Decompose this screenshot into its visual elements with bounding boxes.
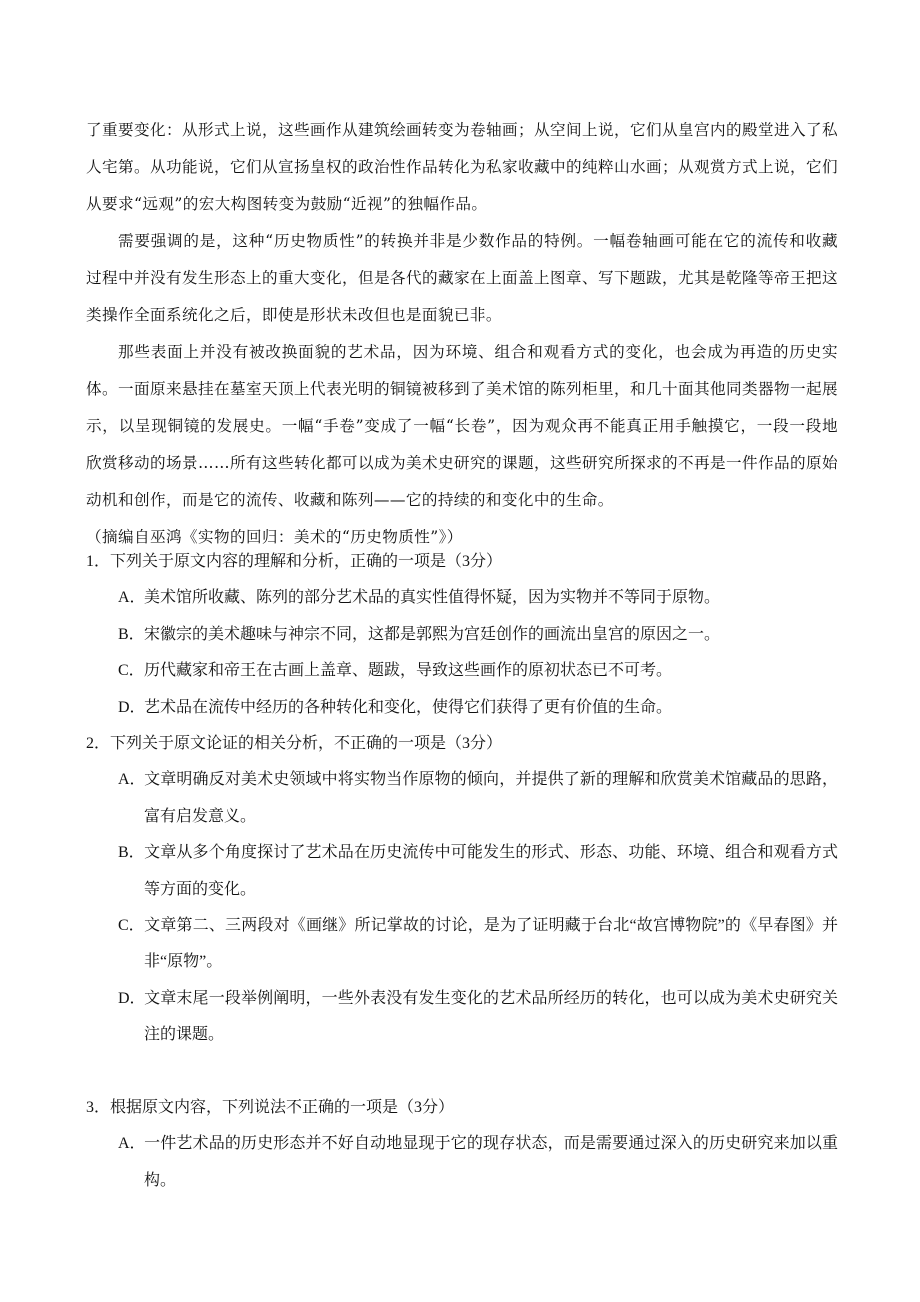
option-text: 宋徽宗的美术趣味与神宗不同，这都是郭熙为宫廷创作的画流出皇宫的原因之一。 bbox=[144, 625, 721, 643]
question-option bbox=[86, 981, 838, 1054]
question-option bbox=[86, 1126, 838, 1199]
option-text: 文章明确反对美术史领域中将实物当作原物的倾向，并提供了新的理解和欣赏美术馆藏品的思路，富有启发意义。 bbox=[144, 771, 838, 825]
option-text: 文章从多个角度探讨了艺术品在历史流传中可能发生的形式、形态、功能、环境、组合和观看方式等方面的变化。 bbox=[144, 844, 838, 898]
question-option bbox=[86, 690, 838, 726]
question-1 bbox=[86, 544, 838, 726]
option-letter: D． bbox=[118, 989, 146, 1007]
option-text: 艺术品在流传中经历的各种转化和变化，使得它们获得了更有价值的生命。 bbox=[144, 698, 673, 716]
question-list bbox=[86, 544, 838, 1199]
option-text: 文章第二、三两段对《画继》所记掌故的讨论，是为了证明藏于台北“故宫博物院”的《早春图》并非“原物”。 bbox=[144, 917, 838, 971]
option-letter: A． bbox=[118, 1135, 146, 1153]
passage-paragraph-2: 需要强调的是，这种“历史物质性”的转换并非是少数作品的特例。一幅卷轴画可能在它的流传和收藏过程中并没有发生形态上的重大变化，但是各代的藏家在上面盖上图章、写下题跋，尤其是乾隆等帝王把这类操作全面系统化之后，即使是形状未改但也是面貌已非。 bbox=[86, 232, 838, 324]
option-text: 美术馆所收藏、陈列的部分艺术品的真实性值得怀疑，因为实物并不等同于原物。 bbox=[144, 589, 721, 607]
spacer bbox=[86, 1054, 838, 1090]
option-text: 文章末尾一段举例阐明，一些外表没有发生变化的艺术品所经历的转化，也可以成为美术史研究关注的课题。 bbox=[144, 989, 838, 1044]
question-stem: 3．根据原文内容，下列说法不正确的一项是（3分） bbox=[86, 1098, 455, 1116]
passage-paragraph-3: 那些表面上并没有被改换面貌的艺术品，因为环境、组合和观看方式的变化，也会成为再造的历史实体。一面原来悬挂在墓室天顶上代表光明的铜镜被移到了美术馆的陈列柜里，和几十面其他同类器物一起展示，以呈现铜镜的发展史。一幅“手卷”变成了一幅“长卷”，因为观众再不能真正用手触摸它，一段一段地欣赏移动的场景……所有这些转化都可以成为美术史研究的课题，这些研究所探求的不再是一件作品的原始动机和创作，而是它的流传、收藏和陈列——它的持续的和变化中的生命。 bbox=[86, 343, 838, 509]
question-option bbox=[86, 835, 838, 908]
option-letter: A． bbox=[118, 589, 146, 607]
reading-passage bbox=[86, 112, 838, 556]
option-letter: C． bbox=[118, 917, 145, 935]
question-2 bbox=[86, 726, 838, 1054]
question-stem: 2．下列关于原文论证的相关分析，不正确的一项是（3分） bbox=[86, 735, 503, 753]
question-option bbox=[86, 908, 838, 981]
option-letter: D． bbox=[118, 698, 146, 716]
question-option bbox=[86, 653, 838, 689]
option-letter: B． bbox=[118, 844, 145, 862]
question-stem: 1．下列关于原文内容的理解和分析，正确的一项是（3分） bbox=[86, 553, 503, 570]
question-option bbox=[86, 580, 838, 616]
passage-source-citation: （摘编自巫鸿《实物的回归：美术的“历史物质性”》） bbox=[86, 528, 463, 546]
option-letter: A． bbox=[118, 771, 146, 789]
option-letter: C． bbox=[118, 662, 145, 680]
passage-paragraph-1: 了重要变化：从形式上说，这些画作从建筑绘画转变为卷轴画；从空间上说，它们从皇宫内的殿堂进入了私人宅第。从功能说，它们从宣扬皇权的政治性作品转化为私家收藏中的纯粹山水画；从观赏方式上说，它们从要求“远观”的宏大构图转变为鼓励“近视”的独幅作品。 bbox=[86, 121, 838, 213]
question-option bbox=[86, 762, 838, 835]
option-text: 历代藏家和帝王在古画上盖章、题跋，导致这些画作的原初状态已不可考。 bbox=[144, 662, 673, 680]
option-letter: B． bbox=[118, 625, 145, 643]
question-option bbox=[86, 617, 838, 653]
question-3 bbox=[86, 1090, 838, 1199]
option-text: 一件艺术品的历史形态并不好自动地显现于它的现存状态，而是需要通过深入的历史研究来加以重构。 bbox=[144, 1135, 838, 1189]
